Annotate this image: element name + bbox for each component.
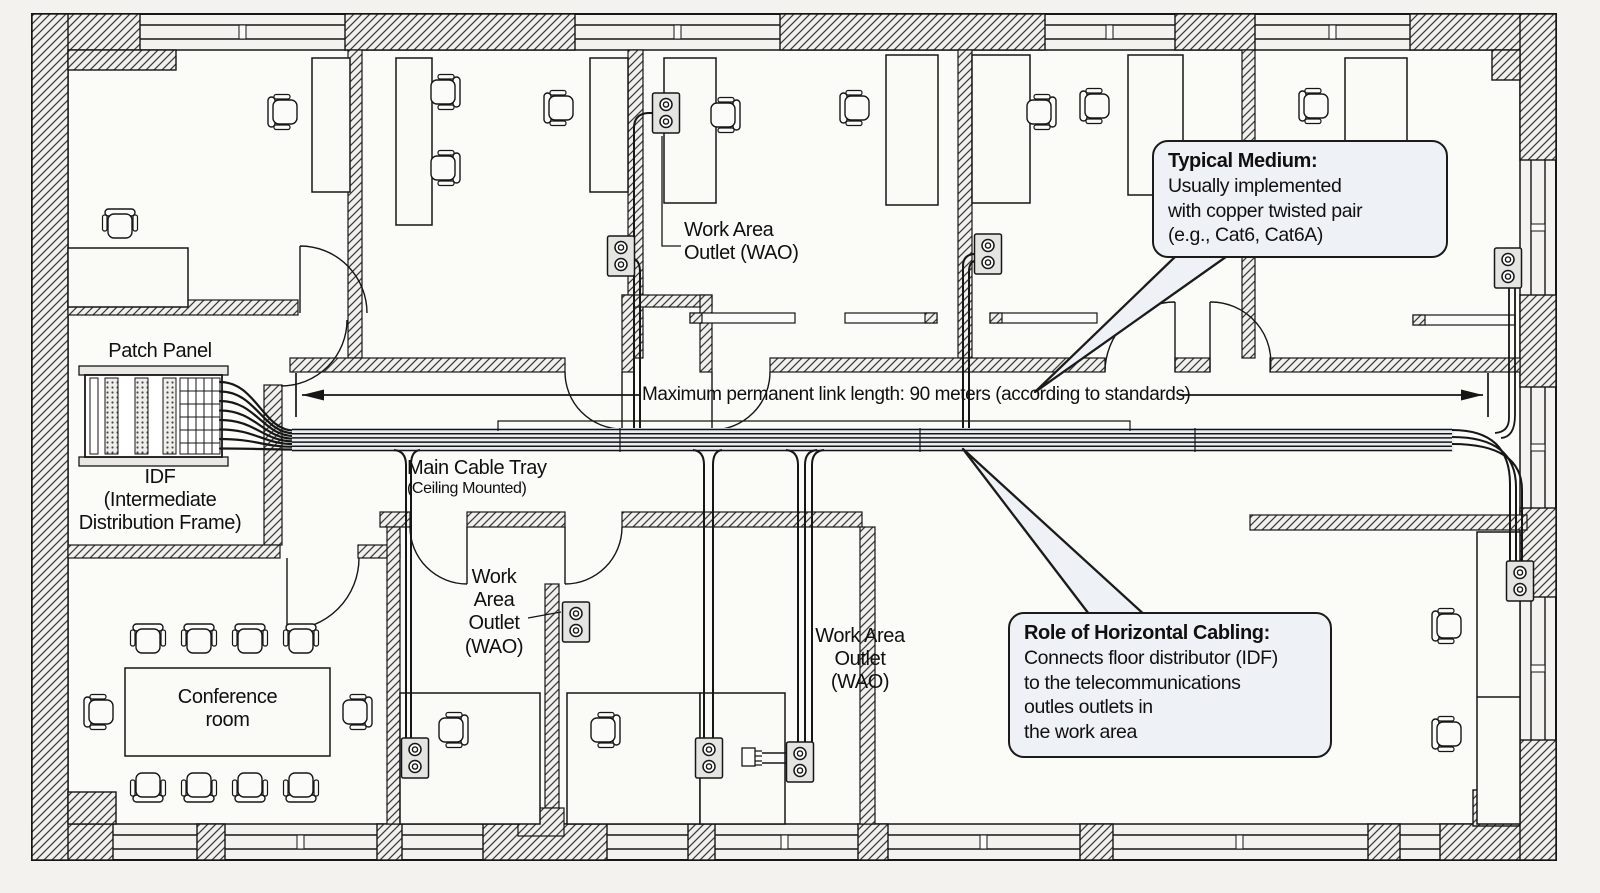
- work-area-outlet-icon: [1495, 248, 1522, 288]
- wao-top-label: Work Area Outlet (WAO): [684, 219, 799, 265]
- desk: [886, 55, 938, 205]
- chair: [1027, 95, 1056, 130]
- chair: [711, 98, 740, 133]
- chair: [84, 695, 113, 730]
- work-area-outlet-icon: [787, 742, 814, 782]
- chair: [431, 151, 460, 186]
- work-area-outlet-icon: [402, 738, 429, 778]
- chair: [343, 695, 372, 730]
- desk: [590, 58, 628, 192]
- chair: [1432, 717, 1461, 752]
- work-area-outlet-icon: [608, 236, 635, 276]
- work-area-outlet-icon: [1507, 561, 1534, 601]
- desk: [312, 58, 350, 192]
- chair: [131, 624, 166, 653]
- desk: [396, 58, 432, 225]
- idf-label: IDF (Intermediate Distribution Frame): [78, 466, 242, 535]
- wao-bottom-label: Work Area Outlet (WAO): [815, 625, 905, 694]
- desk: [972, 55, 1030, 203]
- role-of-horizontal-cabling-callout: Role of Horizontal Cabling: Connects floor distributor (IDF) to the telecommunications outles outlets in the work area: [1008, 612, 1332, 758]
- chair: [1080, 89, 1109, 124]
- cable-tray: [292, 428, 1454, 452]
- chair: [439, 713, 468, 748]
- chair: [284, 624, 319, 653]
- chair: [131, 773, 166, 802]
- conference-room-label: Conference room: [177, 686, 278, 732]
- chair: [591, 713, 620, 748]
- desk: [567, 693, 700, 824]
- chair: [840, 91, 869, 126]
- chair: [103, 209, 138, 238]
- work-area-outlet-icon: [653, 93, 680, 133]
- work-area-outlet-icon: [696, 738, 723, 778]
- dimension-label: Maximum permanent link length: 90 meters (according to standards): [642, 384, 1191, 405]
- chair: [233, 624, 268, 653]
- typical-medium-callout: Typical Medium: Usually implemented with copper twisted pair (e.g., Cat6, Cat6A): [1152, 140, 1448, 258]
- chair: [284, 773, 319, 802]
- patch-panel-label: Patch Panel: [108, 340, 212, 362]
- work-area-outlet-icon: [975, 234, 1002, 274]
- chair: [268, 95, 297, 130]
- wao-left-label: Work Area Outlet (WAO): [464, 566, 524, 658]
- work-area-outlet-icon: [563, 602, 590, 642]
- chair: [431, 75, 460, 110]
- patch-panel-icon: [79, 366, 228, 466]
- chair: [1432, 609, 1461, 644]
- desk: [68, 248, 188, 307]
- chair: [233, 773, 268, 802]
- main-cable-tray-label: Main Cable Tray (Ceiling Mounted): [407, 457, 547, 498]
- chair: [182, 624, 217, 653]
- chair: [1299, 89, 1328, 124]
- chair: [544, 91, 573, 126]
- chair: [182, 773, 217, 802]
